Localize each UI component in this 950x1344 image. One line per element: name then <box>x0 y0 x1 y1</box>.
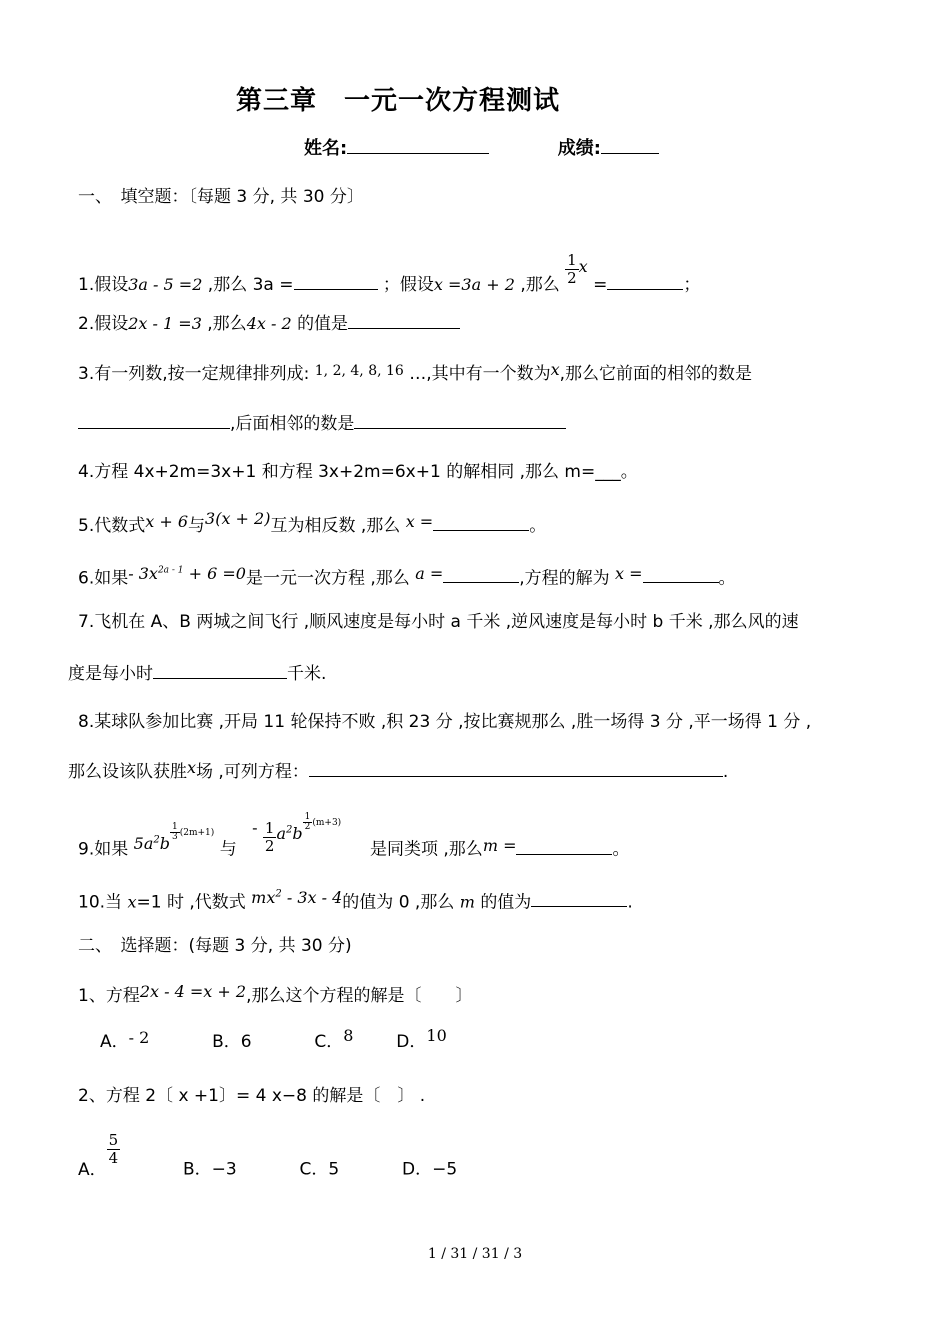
mc1-text-b: ,那么这个方程的解是〔 〕 <box>246 986 473 1006</box>
q5-expression-1: x + 6 <box>145 512 189 531</box>
q1-blank-1[interactable] <box>294 271 378 290</box>
section1-heading: 一、 填空题：〔每题 3 分, 共 30 分〕 <box>78 187 364 207</box>
q5-equation: x = <box>405 512 434 531</box>
q9-t2-bexp: (m+3) <box>312 817 342 828</box>
q6-blank-1[interactable] <box>443 564 519 583</box>
q10-m: m <box>459 892 475 912</box>
question-8: 8.某球队参加比赛 ,开局 11 轮保持不败 ,积 23 分 ,按比赛规那么 ,胜一场得 3 分 ,平一场得 1 分 , <box>78 712 812 732</box>
q10-text-d: 的值为 <box>480 892 532 913</box>
q9-t2-a: a <box>276 823 286 843</box>
q6-text-a: 6.如果 <box>78 568 129 589</box>
mc2-option-c[interactable]: C．5 <box>299 1159 340 1180</box>
q9-t2-fraction <box>263 820 277 855</box>
q3-sequence: 1, 2, 4, 8, 16 <box>314 363 404 379</box>
q6-var-a: a = <box>415 564 444 584</box>
mc1-opt-c-label: C． <box>314 1032 344 1052</box>
mc-question-2-options <box>78 1131 458 1187</box>
mc1-opt-c-value: 8 <box>343 1026 354 1045</box>
question-8-line-2 <box>68 758 728 784</box>
q3-text-a: 3.有一列数,按一定规律排列成: <box>78 364 310 384</box>
q5-text-c: 互为相反数 ,那么 <box>270 516 401 536</box>
q1-text-d: ,那么 <box>520 275 560 295</box>
q1-fraction <box>565 252 579 287</box>
q6-text-b: 是一元一次方程 ,那么 <box>245 568 410 589</box>
q5-text-d: 。 <box>529 516 547 536</box>
q10-expression <box>251 888 342 907</box>
question-5 <box>78 509 547 538</box>
q10-expr-rest: - 3x - 4 <box>281 888 343 908</box>
q10-text-e: . <box>627 892 633 913</box>
q2-text-a: 2.假设 <box>78 314 129 334</box>
q9-blank[interactable] <box>516 836 612 855</box>
q9-t2-frac-num-exp: 1 <box>304 811 311 822</box>
q7-text-a: 度是每小时 <box>68 664 153 684</box>
q1-frac-den: 2 <box>567 269 577 287</box>
q1-text-c: ；假设 <box>382 275 434 295</box>
question-4: 4.方程 4x+2m=3x+1 和方程 3x+2m=6x+1 的解相同 ,那么 m=___。 <box>78 462 638 482</box>
q3-variable: x <box>550 360 560 379</box>
q9-term-2 <box>276 811 342 843</box>
mc-question-2: 2、方程 2〔 x +1〕= 4 x−8 的解是〔 〕 . <box>78 1086 426 1106</box>
q8-text-a: 那么设该队获胜 <box>68 762 187 782</box>
q9-t2-frac-num: 1 <box>264 819 275 837</box>
q9-t2-exp-fraction <box>303 813 313 832</box>
q2-equation-1: 2x - 1 =3 <box>128 314 202 333</box>
mc2-option-d[interactable]: D．−5 <box>402 1159 458 1180</box>
question-3-line-2 <box>78 410 566 436</box>
mc1-option-d[interactable] <box>396 1026 447 1052</box>
q1-text-f: ； <box>683 275 701 295</box>
q1-frac-num: 1 <box>567 251 577 269</box>
score-blank[interactable] <box>601 135 659 154</box>
q10-blank[interactable] <box>531 888 627 907</box>
q3-blank-2[interactable] <box>354 410 566 429</box>
q9-t1-frac-num: 1 <box>171 821 178 832</box>
q7-blank[interactable] <box>153 660 287 679</box>
question-10 <box>78 887 633 914</box>
q6-var-x: x = <box>615 564 643 584</box>
mc1-opt-d-value: 10 <box>426 1026 447 1045</box>
q5-text-b: 与 <box>188 516 206 536</box>
q6-exponent: 2a - 1 <box>157 566 184 576</box>
mc1-option-c[interactable] <box>314 1026 354 1052</box>
q2-text-c: 的值是 <box>297 314 349 334</box>
q9-t2-frac-den-exp: 2 <box>304 821 311 832</box>
question-3 <box>78 362 752 387</box>
q6-blank-2[interactable] <box>643 564 719 583</box>
question-2 <box>78 310 460 336</box>
mc2-frac-num: 5 <box>108 1131 119 1149</box>
question-9 <box>78 811 630 867</box>
q9-t1-bexp: (2m+1) <box>179 827 215 838</box>
mc2-option-b[interactable]: B．−3 <box>183 1159 237 1180</box>
q8-text-b: 场 ,可列方程： <box>196 762 309 782</box>
q10-expr-exp: 2 <box>275 889 282 900</box>
section2-heading: 二、 选择题：(每题 3 分, 共 30 分) <box>78 936 352 956</box>
q8-text-c: . <box>722 762 729 782</box>
q1-equation-2: x =3a + 2 <box>433 275 515 294</box>
q5-text-a: 5.代数式 <box>78 516 146 536</box>
q9-text-d: 。 <box>612 839 630 860</box>
q9-t1-exp: 2 <box>153 834 160 846</box>
q9-t2-frac-den: 2 <box>264 837 275 855</box>
mc2-opt-a-fraction <box>107 1132 121 1167</box>
name-label: 姓名: <box>304 138 348 159</box>
q10-expr: mx <box>251 888 276 908</box>
q7-text-b: 千米. <box>287 664 327 684</box>
mc2-option-a[interactable] <box>78 1131 120 1180</box>
question-7: 7.飞机在 A、B 两城之间飞行 ,顺风速度是每小时 a 千米 ,逆风速度是每小时 b 千米 ,那么风的速 <box>78 612 799 632</box>
q9-text-b: 与 <box>219 839 237 860</box>
mc-question-1 <box>78 984 472 1008</box>
mc1-opt-a-value: - 2 <box>128 1028 150 1047</box>
q1-text-e: = <box>593 275 608 295</box>
q1-equation-1: 3a - 5 =2 <box>128 275 203 294</box>
page-number: 1 / 31 / 31 / 3 <box>427 1246 523 1262</box>
q9-t2-exp: 2 <box>286 824 293 836</box>
q5-expression-2: 3(x + 2) <box>205 509 271 528</box>
q1-text-b: ,那么 3a = <box>207 275 294 295</box>
q6-text-d: 。 <box>718 568 736 589</box>
q9-t1-coef: 5a <box>133 833 154 853</box>
q3-text-c: ,那么它前面的相邻的数是 <box>559 364 753 384</box>
mc1-opt-d-label: D． <box>396 1032 427 1052</box>
q10-text-b: =1 时 ,代数式 <box>136 892 246 913</box>
q2-text-b: ,那么 <box>207 314 247 334</box>
mc1-option-b[interactable]: B．6 <box>212 1032 252 1052</box>
q9-term-1 <box>133 821 215 853</box>
mc1-option-a[interactable] <box>100 1028 150 1052</box>
mc1-opt-a-label: A． <box>100 1032 129 1052</box>
q10-text-c: 的值为 0 ,那么 <box>342 892 455 913</box>
q8-variable: x <box>187 758 197 777</box>
page-title: 第三章 一元一次方程测试 <box>236 86 561 116</box>
q10-text-a: 10.当 <box>78 892 123 913</box>
question-7-line-2 <box>68 660 326 686</box>
q1-blank-2[interactable] <box>607 271 683 290</box>
name-blank[interactable] <box>347 135 489 154</box>
mc1-equation: 2x - 4 =x + 2 <box>139 982 247 1001</box>
q9-t2-sign: - <box>252 817 258 837</box>
q9-text-a: 9.如果 <box>78 839 129 860</box>
q9-t1-b: b <box>159 833 170 853</box>
q3-blank-1[interactable] <box>78 410 230 429</box>
q3-text-b: …,其中有一个数为 <box>409 364 551 384</box>
q9-t2-b: b <box>292 823 303 843</box>
q9-t1-frac-den: 3 <box>171 831 178 842</box>
q9-variable: m = <box>482 835 517 855</box>
score-label: 成绩: <box>557 138 601 159</box>
question-1 <box>78 252 700 297</box>
mc1-text-a: 1、方程 <box>78 986 140 1006</box>
name-score-line <box>304 134 659 160</box>
mc-question-1-options <box>100 1026 447 1054</box>
q9-t1-exp-fraction <box>170 823 180 842</box>
q10-x: x <box>127 892 137 912</box>
q5-blank[interactable] <box>433 512 529 531</box>
q3-text-d: ,后面相邻的数是 <box>230 414 355 434</box>
q6-equation <box>128 564 246 583</box>
mc2-frac-den: 4 <box>108 1149 119 1167</box>
q1-text-a: 1.假设 <box>78 275 129 295</box>
question-6 <box>78 563 736 590</box>
q8-blank[interactable] <box>309 758 723 777</box>
q2-equation-2: 4x - 2 <box>246 314 292 333</box>
q2-blank[interactable] <box>348 310 460 329</box>
mc2-opt-a-label: A． <box>78 1159 107 1180</box>
q6-text-c: ,方程的解为 <box>519 568 610 589</box>
q6-eq-post: + 6 =0 <box>183 564 246 584</box>
q1-frac-var: x <box>578 257 588 276</box>
q9-text-c: 是同类项 ,那么 <box>370 839 483 860</box>
q6-eq-pre: - 3x <box>128 564 158 584</box>
